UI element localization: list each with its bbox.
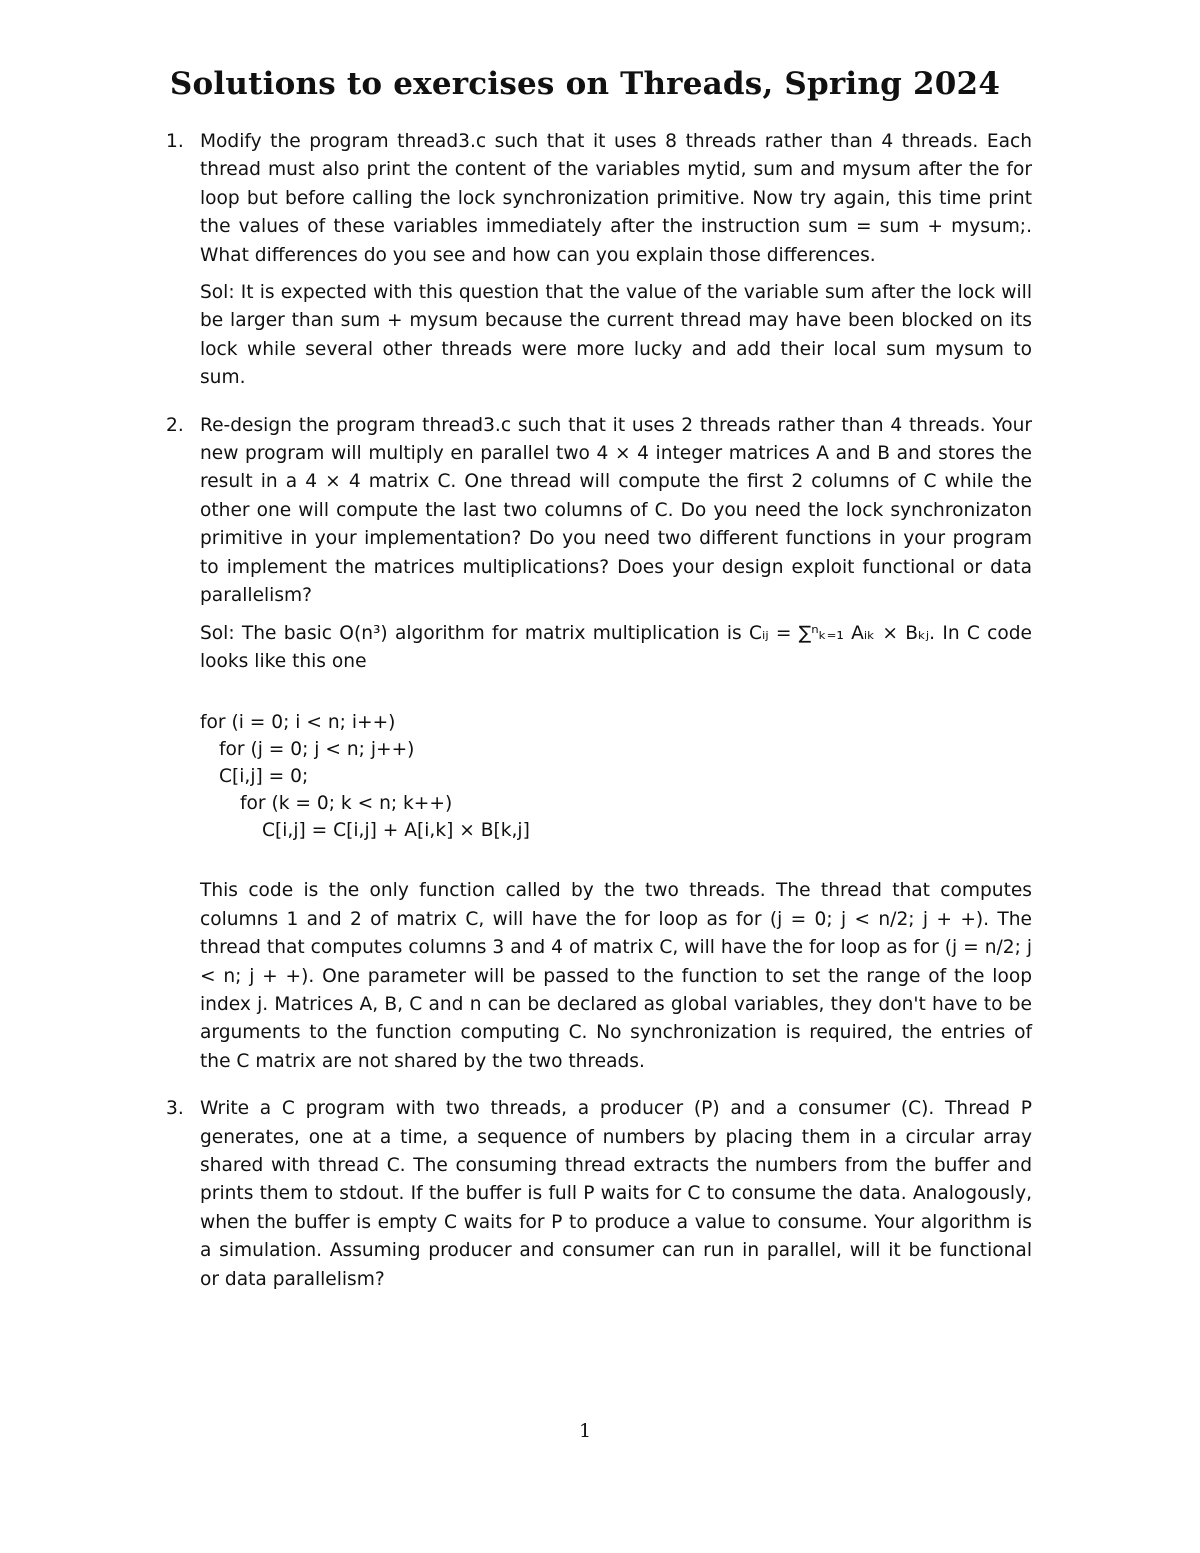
exercise-question: Modify the program thread3.c such that it uses 8 threads rather than 4 threads. Each thread must also print the content of the variables mytid, sum and mysum after the for loop but before calling the lock synchronization primitive. Now try again, this time print the values of these variables immediately after the instruction sum = sum + mysum;. What differences do you see and how can you explain those differences. [200, 131, 1032, 266]
code-line: C[i,j] = 0; [219, 766, 309, 788]
code-line: for (k = 0; k < n; k++) [240, 793, 453, 815]
page-title: Solutions to exercises on Threads, Spring 2024 [169, 66, 1001, 102]
exercise-number: 1. [166, 131, 184, 152]
exercise-solution: Sol: It is expected with this question that the value of the variable sum after the lock will be larger than sum + mysum because the current thread may have been blocked on its lock while several other threads were more lucky and add their local sum mysum to sum. [200, 282, 1032, 389]
code-line: C[i,j] = C[i,j] + A[i,k] × B[k,j] [262, 820, 530, 842]
exercise-3 [166, 1095, 1032, 1294]
document-body [166, 128, 1032, 1313]
code-line: for (j = 0; j < n; j++) [219, 739, 415, 761]
exercise-number: 2. [166, 414, 184, 436]
exercise-number: 3. [166, 1098, 184, 1120]
exercise-solution: Sol: The basic O(n³) algorithm for matrix multiplication is Cᵢⱼ = ∑ⁿₖ₌₁ Aᵢₖ × Bₖⱼ. In C code looks like this one [200, 622, 1032, 672]
code-block [200, 709, 1032, 844]
code-line: for (i = 0; i < n; i++) [200, 712, 396, 734]
exercise-1 [166, 128, 1032, 393]
exercise-2 [166, 412, 1032, 1077]
exercise-question: Write a C program with two threads, a producer (P) and a consumer (C). Thread P generates, one at a time, a sequence of numbers by placing them in a circular array shared with thread C. The consuming thread extracts the numbers from the buffer and prints them to stdout. If the buffer is full P waits for C to consume the data. Analogously, when the buffer is empty C waits for P to produce a value to consume. Your algorithm is a simulation. Assuming producer and consumer can run in parallel, will it be functional or data parallelism? [200, 1098, 1032, 1290]
solution-explanation: This code is the only function called by the two threads. The thread that computes columns 1 and 2 of matrix C, will have the for loop as for (j = 0; j < n/2; j + +). The thread that computes columns 3 and 4 of matrix C, will have the for loop as for (j = n/2; j < n; j + +). One parameter will be passed to the function to set the range of the loop index j. Matrices A, B, C and n can be declared as global variables, they don't have to be arguments to the function computing C. No synchronization is required, the entries of the C matrix are not shared by the two threads. [200, 880, 1032, 1072]
page-number: 1 [578, 1420, 592, 1442]
exercise-question: Re-design the program thread3.c such that it uses 2 threads rather than 4 threads. Your new program will multiply en parallel two 4 × 4 integer matrices A and B and stores the result in a 4 × 4 matrix C. One thread will compute the first 2 columns of C while the other one will compute the last two columns of C. Do you need the lock synchronizaton primitive in your implementation? Do you need two different functions in your program to implement the matrices multiplications? Does your design exploit functional or data parallelism? [200, 414, 1032, 607]
